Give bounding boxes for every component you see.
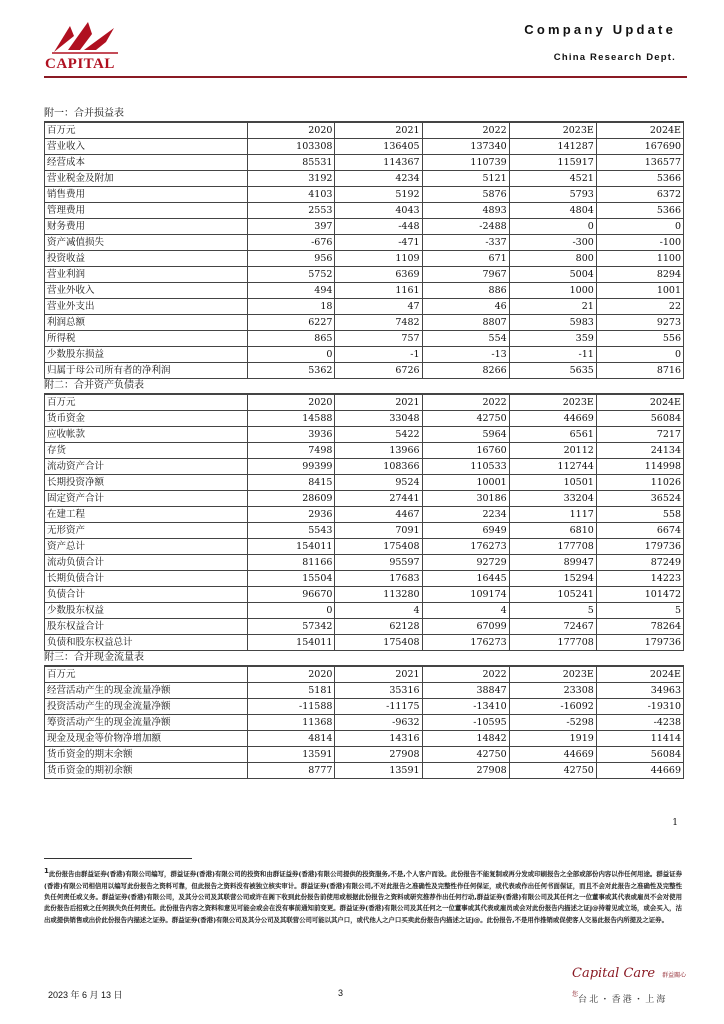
office-cities: 台北・香港・上海 — [578, 995, 668, 1005]
row-label: 经营成本 — [45, 155, 248, 171]
table-row — [45, 763, 684, 779]
row-label: 少数股东权益 — [45, 603, 248, 619]
table-cell: 176273 — [422, 635, 509, 651]
table-cell: 95597 — [335, 555, 422, 571]
table-cell: 110739 — [422, 155, 509, 171]
table-cell: 35316 — [335, 683, 422, 699]
table-cell: 56084 — [596, 747, 683, 763]
row-label: 流动负债合计 — [45, 555, 248, 571]
table-cell: 1117 — [509, 507, 596, 523]
column-header: 2020 — [248, 123, 335, 139]
column-header: 2024E — [596, 667, 683, 683]
table-title: 附二：合并资产负债表 — [44, 379, 684, 394]
table-cell: 36524 — [596, 491, 683, 507]
table-row — [45, 459, 684, 475]
column-header: 2022 — [422, 667, 509, 683]
row-label: 销售费用 — [45, 187, 248, 203]
table-cell: 4467 — [335, 507, 422, 523]
table-cell: -100 — [596, 235, 683, 251]
table-cell: 44669 — [596, 763, 683, 779]
column-header: 2023E — [509, 667, 596, 683]
row-label: 归属于母公司所有者的净利润 — [45, 363, 248, 379]
table-cell: 105241 — [509, 587, 596, 603]
table-cell: 10501 — [509, 475, 596, 491]
table-title: 附三：合并现金流量表 — [44, 651, 684, 666]
table-cell: 7967 — [422, 267, 509, 283]
bird-icon — [44, 20, 134, 56]
table-cell: -11 — [509, 347, 596, 363]
table-cell: 175408 — [335, 635, 422, 651]
data-table — [44, 666, 684, 779]
table-cell: 6810 — [509, 523, 596, 539]
brand-script: Capital Care — [572, 966, 656, 981]
table-cell: 136405 — [335, 139, 422, 155]
column-header: 百万元 — [45, 123, 248, 139]
footnote-divider — [44, 858, 192, 859]
report-date: 2023 年 6 月 13 日 — [48, 990, 123, 1000]
table-cell: 494 — [248, 283, 335, 299]
table-row — [45, 187, 684, 203]
table-cell: 57342 — [248, 619, 335, 635]
table-cell: 0 — [596, 347, 683, 363]
table-cell: 56084 — [596, 411, 683, 427]
table-cell: 6674 — [596, 523, 683, 539]
table-row — [45, 491, 684, 507]
table-cell: 7498 — [248, 443, 335, 459]
table-cell: 2234 — [422, 507, 509, 523]
table-cell: 34963 — [596, 683, 683, 699]
table-cell: 4814 — [248, 731, 335, 747]
table-cell: 42750 — [509, 763, 596, 779]
table-cell: 0 — [248, 347, 335, 363]
table-row — [45, 299, 684, 315]
table-row — [45, 171, 684, 187]
row-label: 筹资活动产生的现金流量净额 — [45, 715, 248, 731]
table-row — [45, 251, 684, 267]
column-header: 2023E — [509, 123, 596, 139]
table-row — [45, 555, 684, 571]
table-cell: 4043 — [335, 203, 422, 219]
table-row — [45, 571, 684, 587]
table-row — [45, 507, 684, 523]
table-cell: 46 — [422, 299, 509, 315]
table-row — [45, 747, 684, 763]
table-row — [45, 363, 684, 379]
table-cell: 13591 — [248, 747, 335, 763]
table-row — [45, 155, 684, 171]
table-cell: 110533 — [422, 459, 509, 475]
table-cell: 5983 — [509, 315, 596, 331]
table-cell: 42750 — [422, 747, 509, 763]
row-label: 固定资产合计 — [45, 491, 248, 507]
column-header: 2024E — [596, 123, 683, 139]
table-cell: 3192 — [248, 171, 335, 187]
row-label: 投资活动产生的现金流量净额 — [45, 699, 248, 715]
data-table — [44, 394, 684, 651]
table-cell: 7091 — [335, 523, 422, 539]
row-label: 管理费用 — [45, 203, 248, 219]
row-label: 资产总计 — [45, 539, 248, 555]
column-header: 2020 — [248, 395, 335, 411]
table-cell: -2488 — [422, 219, 509, 235]
table-cell: 0 — [509, 219, 596, 235]
table-cell: -9632 — [335, 715, 422, 731]
table-cell: 16760 — [422, 443, 509, 459]
table-cell: 42750 — [422, 411, 509, 427]
row-label: 资产减值损失 — [45, 235, 248, 251]
table-cell: 17683 — [335, 571, 422, 587]
table-cell: 5181 — [248, 683, 335, 699]
table-row — [45, 699, 684, 715]
table-row — [45, 619, 684, 635]
row-label: 负债合计 — [45, 587, 248, 603]
row-label: 经营活动产生的现金流量净额 — [45, 683, 248, 699]
table-cell: 23308 — [509, 683, 596, 699]
footnote-text: 此份报告由群益证券(香港)有限公司编写，群益证券(香港)有限公司的投资和由群证益券(香港)有限公司提供的投资服务,不是,个人客户而设。此份报告不能复制或再分发或印刷报告之全部或部份内容以作任何用途。群益证券(香港)有限公司相信用以编写此份报告之资料可靠，但此报告之资料没有被独立核实审计。群益证券(香港)有限公司,不对此报告之准确性及完整性作任何保证，或代表或作出任何书面保证，而且不会对此报告之准确性及完整性负任何责任或义务。群益证券(香港)有限公司，及其分公司及其联营公司或许在阁下收到此份报告前使用或根据此份报告之资料或研究推荐作出任何行动,群益证券(香港)有限公司及其任何之一位董事或其代表或雇员不会对使用此份报告后招致之任何损失负任何责任。此份报告内容之资料和意见可能会或会在没有事前通知前变更。群益证券(香港)有限公司及其任何之一位董事或其代表或雇员或会对此份报告内描述之证j@持着见或立场，或会买入，沽出或提供销售或出价此份报告内描述之证券。群益证券(香港)有限公司及其分公司及其联营公司可能以其户口，或代他人之户口买卖此份报告内描述之证j@。此份报告,不是用作推销或促使客人交易此报告内所提及之证券。 — [44, 870, 682, 924]
disclaimer-footnote — [44, 866, 682, 926]
table-row — [45, 203, 684, 219]
table-cell: 27441 — [335, 491, 422, 507]
table-cell: 176273 — [422, 539, 509, 555]
table-cell: -5298 — [509, 715, 596, 731]
table-cell: 44669 — [509, 411, 596, 427]
table-cell: -13 — [422, 347, 509, 363]
column-header: 百万元 — [45, 395, 248, 411]
table-cell: 175408 — [335, 539, 422, 555]
table-cell: 4103 — [248, 187, 335, 203]
table-cell: 18 — [248, 299, 335, 315]
table-cell: -337 — [422, 235, 509, 251]
department: China Research Dept. — [553, 52, 676, 63]
row-label: 长期投资净额 — [45, 475, 248, 491]
table-cell: 9273 — [596, 315, 683, 331]
table-cell: 22 — [596, 299, 683, 315]
table-row — [45, 587, 684, 603]
table-cell: 47 — [335, 299, 422, 315]
table-cell: 554 — [422, 331, 509, 347]
table-cell: 136577 — [596, 155, 683, 171]
table-cell: 179736 — [596, 635, 683, 651]
table-row — [45, 635, 684, 651]
table-cell: 15504 — [248, 571, 335, 587]
financial-tables — [44, 107, 684, 779]
table-row — [45, 683, 684, 699]
column-header: 2021 — [335, 667, 422, 683]
row-label: 营业收入 — [45, 139, 248, 155]
table-cell: 108366 — [335, 459, 422, 475]
footnote-number: 1 — [44, 867, 49, 875]
table-cell: 5362 — [248, 363, 335, 379]
row-label: 股东权益合计 — [45, 619, 248, 635]
logo-wordmark: CAPITAL — [45, 56, 115, 72]
table-cell: -4238 — [596, 715, 683, 731]
table-cell: 33204 — [509, 491, 596, 507]
table-cell: 9524 — [335, 475, 422, 491]
table-cell: 167690 — [596, 139, 683, 155]
table-cell: 21 — [509, 299, 596, 315]
table-cell: 15294 — [509, 571, 596, 587]
table-cell: 27908 — [335, 747, 422, 763]
table-row — [45, 331, 684, 347]
table-cell: 800 — [509, 251, 596, 267]
table-cell: 72467 — [509, 619, 596, 635]
table-cell: 6369 — [335, 267, 422, 283]
table-cell: 109174 — [422, 587, 509, 603]
table-cell: -19310 — [596, 699, 683, 715]
table-row — [45, 219, 684, 235]
table-cell: 103308 — [248, 139, 335, 155]
table-header-row — [45, 123, 684, 139]
row-label: 无形资产 — [45, 523, 248, 539]
table-cell: 4234 — [335, 171, 422, 187]
table-cell: 5422 — [335, 427, 422, 443]
table-row — [45, 315, 684, 331]
table-cell: 8777 — [248, 763, 335, 779]
row-label: 营业税金及附加 — [45, 171, 248, 187]
table-row — [45, 475, 684, 491]
table-cell: 757 — [335, 331, 422, 347]
table-cell: -676 — [248, 235, 335, 251]
column-header: 百万元 — [45, 667, 248, 683]
table-cell: 89947 — [509, 555, 596, 571]
table-cell: 179736 — [596, 539, 683, 555]
table-cell: 87249 — [596, 555, 683, 571]
table-cell: 114998 — [596, 459, 683, 475]
row-label: 投资收益 — [45, 251, 248, 267]
table-cell: 1100 — [596, 251, 683, 267]
table-header-row — [45, 667, 684, 683]
table-cell: 359 — [509, 331, 596, 347]
row-label: 营业利润 — [45, 267, 248, 283]
row-label: 现金及现金等价物净增加额 — [45, 731, 248, 747]
table-cell: 30186 — [422, 491, 509, 507]
table-cell: 1109 — [335, 251, 422, 267]
column-header: 2020 — [248, 667, 335, 683]
table-cell: 8807 — [422, 315, 509, 331]
table-cell: 0 — [248, 603, 335, 619]
table-cell: 13966 — [335, 443, 422, 459]
row-label: 所得税 — [45, 331, 248, 347]
table-cell: -471 — [335, 235, 422, 251]
table-cell: 6949 — [422, 523, 509, 539]
table-cell: -11588 — [248, 699, 335, 715]
table-page-marker: 1 — [672, 818, 678, 828]
table-cell: 10001 — [422, 475, 509, 491]
table-cell: 28609 — [248, 491, 335, 507]
table-cell: 7217 — [596, 427, 683, 443]
table-row — [45, 267, 684, 283]
row-label: 货币资金的期末余额 — [45, 747, 248, 763]
table-cell: -448 — [335, 219, 422, 235]
table-cell: 154011 — [248, 635, 335, 651]
table-title: 附一：合并损益表 — [44, 107, 684, 122]
table-cell: 5793 — [509, 187, 596, 203]
table-cell: 5876 — [422, 187, 509, 203]
table-cell: 4893 — [422, 203, 509, 219]
table-cell: 67099 — [422, 619, 509, 635]
table-cell: 85531 — [248, 155, 335, 171]
table-cell: 2936 — [248, 507, 335, 523]
table-cell: 3936 — [248, 427, 335, 443]
column-header: 2021 — [335, 123, 422, 139]
table-cell: 8415 — [248, 475, 335, 491]
capital-logo — [44, 20, 134, 76]
table-cell: 13591 — [335, 763, 422, 779]
table-cell: 7482 — [335, 315, 422, 331]
table-cell: 137340 — [422, 139, 509, 155]
table-cell: -13410 — [422, 699, 509, 715]
table-cell: 558 — [596, 507, 683, 523]
table-row — [45, 523, 684, 539]
table-cell: 4521 — [509, 171, 596, 187]
row-label: 流动资产合计 — [45, 459, 248, 475]
table-cell: 5366 — [596, 171, 683, 187]
header-rule — [44, 76, 687, 78]
table-cell: 11368 — [248, 715, 335, 731]
table-row — [45, 235, 684, 251]
table-cell: -300 — [509, 235, 596, 251]
table-cell: 956 — [248, 251, 335, 267]
table-cell: 5964 — [422, 427, 509, 443]
table-cell: 14588 — [248, 411, 335, 427]
data-table — [44, 122, 684, 379]
table-cell: 177708 — [509, 635, 596, 651]
column-header: 2024E — [596, 395, 683, 411]
table-cell: 5366 — [596, 203, 683, 219]
table-row — [45, 539, 684, 555]
table-cell: 6726 — [335, 363, 422, 379]
table-cell: 1000 — [509, 283, 596, 299]
table-row — [45, 139, 684, 155]
table-cell: 5752 — [248, 267, 335, 283]
row-label: 利润总额 — [45, 315, 248, 331]
table-cell: 1161 — [335, 283, 422, 299]
report-type: Company Update — [524, 22, 676, 37]
column-header: 2022 — [422, 123, 509, 139]
table-row — [45, 715, 684, 731]
table-cell: 11414 — [596, 731, 683, 747]
table-cell: 62128 — [335, 619, 422, 635]
table-row — [45, 603, 684, 619]
table-cell: 177708 — [509, 539, 596, 555]
brand-chinese: 群益關心您 — [572, 972, 687, 998]
table-cell: 81166 — [248, 555, 335, 571]
table-cell: 115917 — [509, 155, 596, 171]
table-cell: 2553 — [248, 203, 335, 219]
table-cell: 5 — [509, 603, 596, 619]
table-cell: 4 — [335, 603, 422, 619]
table-cell: 6227 — [248, 315, 335, 331]
table-row — [45, 731, 684, 747]
table-cell: 886 — [422, 283, 509, 299]
table-cell: 8266 — [422, 363, 509, 379]
table-cell: 27908 — [422, 763, 509, 779]
row-label: 货币资金 — [45, 411, 248, 427]
table-cell: 99399 — [248, 459, 335, 475]
table-cell: 5 — [596, 603, 683, 619]
table-cell: 556 — [596, 331, 683, 347]
table-cell: 141287 — [509, 139, 596, 155]
table-cell: 865 — [248, 331, 335, 347]
row-label: 存货 — [45, 443, 248, 459]
table-row — [45, 283, 684, 299]
table-cell: 38847 — [422, 683, 509, 699]
table-cell: 6561 — [509, 427, 596, 443]
table-cell: 101472 — [596, 587, 683, 603]
row-label: 负债和股东权益总计 — [45, 635, 248, 651]
row-label: 应收帐款 — [45, 427, 248, 443]
table-cell: 11026 — [596, 475, 683, 491]
page-number: 3 — [338, 988, 344, 998]
table-row — [45, 347, 684, 363]
table-row — [45, 427, 684, 443]
table-cell: 6372 — [596, 187, 683, 203]
row-label: 在建工程 — [45, 507, 248, 523]
table-cell: 112744 — [509, 459, 596, 475]
row-label: 货币资金的期初余额 — [45, 763, 248, 779]
table-row — [45, 443, 684, 459]
table-cell: 4 — [422, 603, 509, 619]
table-cell: 92729 — [422, 555, 509, 571]
table-cell: 20112 — [509, 443, 596, 459]
column-header: 2023E — [509, 395, 596, 411]
table-cell: 5121 — [422, 171, 509, 187]
table-cell: -1 — [335, 347, 422, 363]
table-cell: 78264 — [596, 619, 683, 635]
table-cell: 8294 — [596, 267, 683, 283]
table-cell: 1919 — [509, 731, 596, 747]
table-cell: 397 — [248, 219, 335, 235]
table-cell: 24134 — [596, 443, 683, 459]
table-cell: 0 — [596, 219, 683, 235]
table-cell: -10595 — [422, 715, 509, 731]
row-label: 营业外支出 — [45, 299, 248, 315]
table-cell: 5004 — [509, 267, 596, 283]
table-cell: 33048 — [335, 411, 422, 427]
row-label: 少数股东损益 — [45, 347, 248, 363]
column-header: 2022 — [422, 395, 509, 411]
row-label: 财务费用 — [45, 219, 248, 235]
table-cell: 5543 — [248, 523, 335, 539]
table-cell: 1001 — [596, 283, 683, 299]
table-cell: 671 — [422, 251, 509, 267]
row-label: 长期负债合计 — [45, 571, 248, 587]
table-cell: 154011 — [248, 539, 335, 555]
table-cell: 4804 — [509, 203, 596, 219]
table-cell: 5192 — [335, 187, 422, 203]
capital-care-brand — [572, 962, 692, 998]
table-cell: 113280 — [335, 587, 422, 603]
table-cell: 16445 — [422, 571, 509, 587]
table-cell: 114367 — [335, 155, 422, 171]
table-cell: 44669 — [509, 747, 596, 763]
table-cell: 8716 — [596, 363, 683, 379]
table-cell: -11175 — [335, 699, 422, 715]
table-header-row — [45, 395, 684, 411]
table-cell: -16092 — [509, 699, 596, 715]
table-cell: 14316 — [335, 731, 422, 747]
table-cell: 5635 — [509, 363, 596, 379]
table-cell: 14842 — [422, 731, 509, 747]
table-row — [45, 411, 684, 427]
table-cell: 96670 — [248, 587, 335, 603]
column-header: 2021 — [335, 395, 422, 411]
row-label: 营业外收入 — [45, 283, 248, 299]
table-cell: 14223 — [596, 571, 683, 587]
